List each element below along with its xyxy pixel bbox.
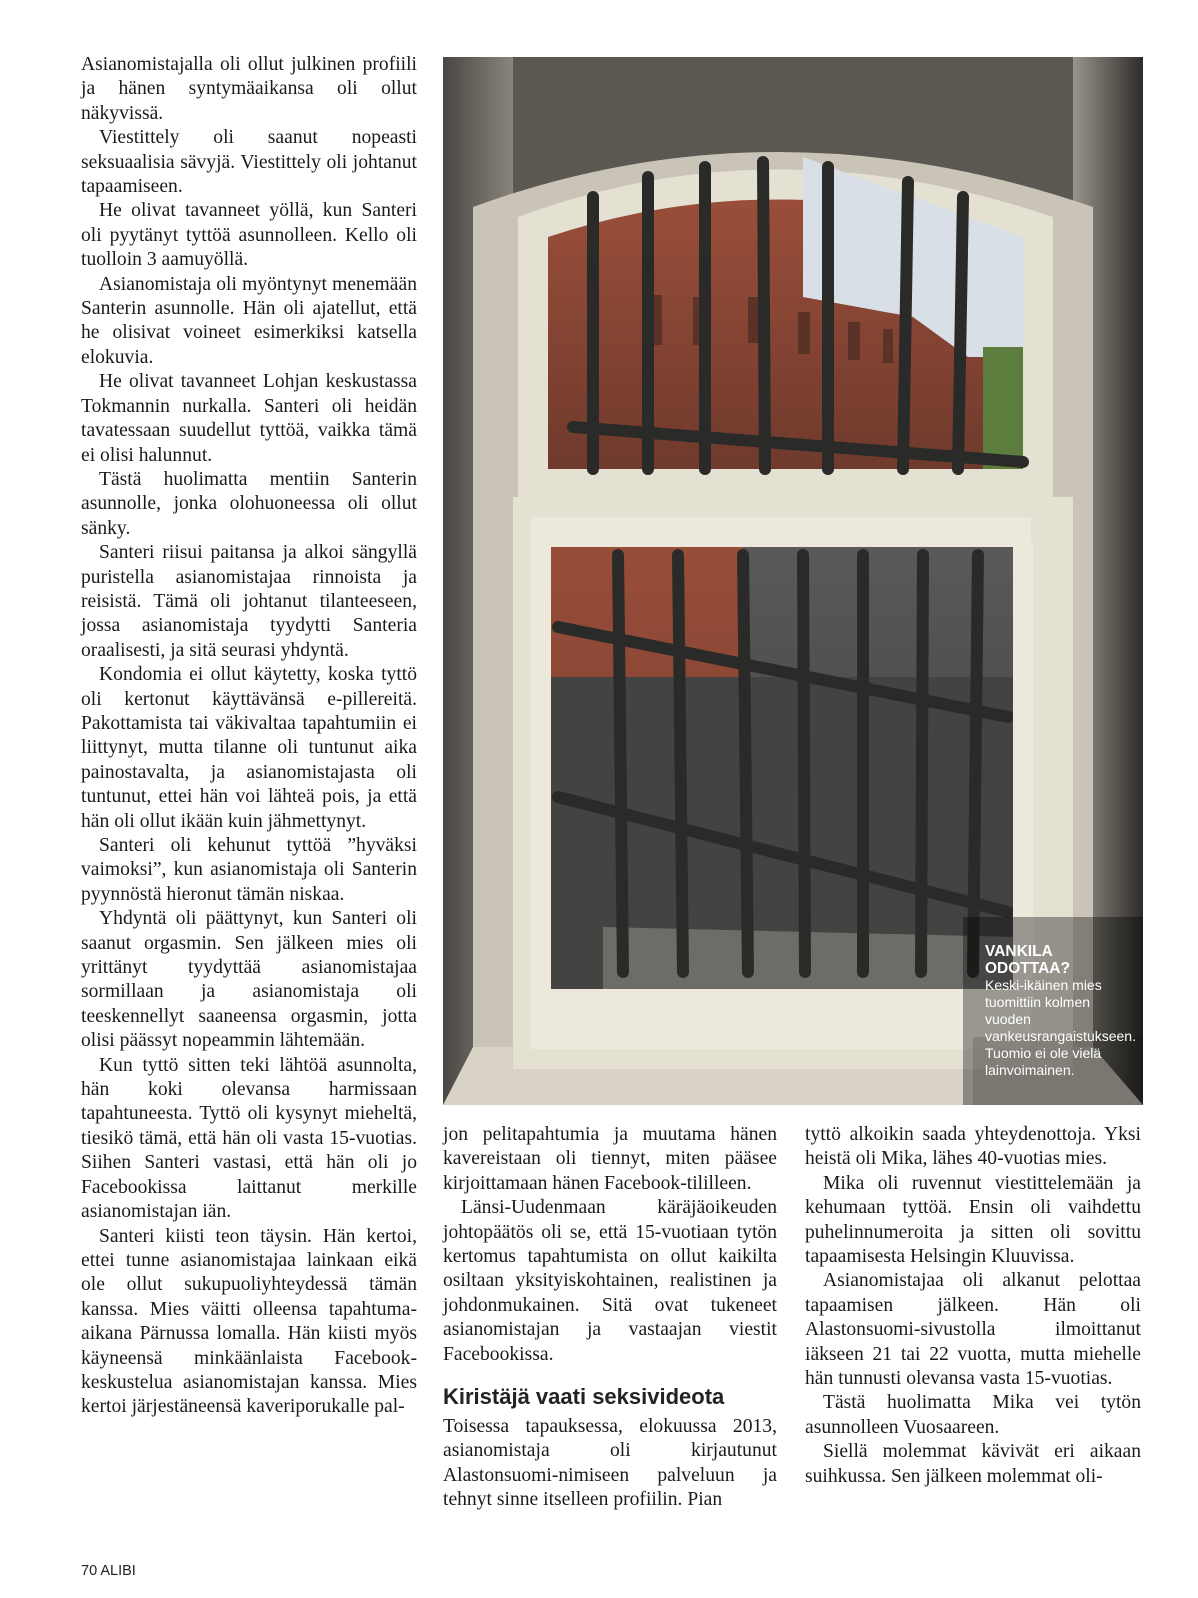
paragraph: jon pelitapahtumia ja muutama hänen kavereistaan oli tiennyt, miten pääsee kirjoittamaan hänen Facebook-tililleen. — [443, 1124, 777, 1194]
caption-title-line1: VANKILA — [985, 943, 1053, 960]
paragraph: Toisessa tapauksessa, elokuussa 2013, asianomistaja oli kirjautunut Alastonsuomi-nimiseen palveluun ja tehnyt sinne itselleen profiilin. Pian — [443, 1416, 777, 1511]
paragraph: Santeri kiisti teon täysin. Hän kertoi, ettei tunne asianomistajaa lainkaan eikä ole ollut sukupuoliyhteydessä tämän kanssa. Mies väitti olleensa tapahtuma-aikana Pärnussa lomalla. Hän kiisti myös käyneensä minkäänlaista Facebook-keskustelua asianomistajan kanssa. Mies kertoi järjestäneensä kaveriporukalle pal- — [81, 1225, 417, 1418]
paragraph: Viestittely oli saanut nopeasti seksuaalisia sävyjä. Viestittely oli johtanut tapaamiseen. — [81, 127, 417, 198]
paragraph: Länsi-Uudenmaan käräjäoikeuden johtopäätös oli se, että 15-vuotiaan tytön kertomus tapahtumista on ollut kaikilta osiltaan yksityiskohtainen, realistinen ja johdonmukainen. Sitä ovat tukeneet asianomistajan ja vastaajan viestit Facebookissa. — [443, 1197, 777, 1365]
paragraph: Kondomia ei ollut käytetty, koska tyttö oli kertonut käyttävänsä e-pillereitä. Pakottamista tai väkivaltaa tapahtumiin ei liittynyt, mutta tilanne oli tuntunut aika painostavalta, ja asianomistajasta oli tuntunut, ettei hän voi lähteä pois, ja että hän oli ollut ikään kuin jähmettynyt. — [81, 664, 417, 832]
paragraph: Mika oli ruvennut viestittelemään ja kehumaan tyttöä. Ensin oli vaihdettu puhelinnumeroita ja sitten oli sovittu tapaamisesta Helsingin Kluuvissa. — [805, 1172, 1141, 1268]
middle-paragraphs-after — [443, 1415, 777, 1513]
paragraph: Santeri oli kehunut tyttöä ”hyväksi vaimoksi”, kun asianomistaja oli Santerin pyynnöstä hieronut tämän niskaa. — [81, 835, 417, 905]
paragraph: Asianomistaja oli myöntynyt menemään Santerin asunnolle. Hän oli ajatellut, että he olisivat voineet esimerkiksi katsella elokuvia. — [81, 273, 417, 368]
paragraph: Kun tyttö sitten teki lähtöä asunnolta, hän koki olevansa harmissaan tapahtuneesta. Tyttö oli kysynyt mieheltä, tiesikö tämä, että hän oli vasta 15-vuotias. Siihen Santeri vastasi, että hän oli jo Facebookissa laittanut merkille asianomistajan iän. — [81, 1054, 417, 1223]
paragraph: He olivat tavanneet yöllä, kun Santeri oli pyytänyt tyttöä asunnolleen. Kello oli tuolloin 3 aamuyöllä. — [81, 200, 417, 271]
paragraph: Asianomistajaa oli alkanut pelottaa tapaamisen jälkeen. Hän oli Alastonsuomi-sivustolla ilmoittanut iäkseen 21 tai 22 vuotta, mutta miehelle hän tunnusti olevansa vasta 15-vuotias. — [805, 1270, 1141, 1390]
paragraph: Santeri riisui paitansa ja alkoi sängyllä puristella asianomistajaa rinnoista ja reisistä. Tämä oli johtanut tilanteeseen, jossa asianomistaja tyydytti Santeria oraalisesti, ja sitä seurasi yhdyntä. — [81, 542, 417, 661]
article-column-left — [81, 53, 417, 1420]
article-column-middle — [443, 1123, 777, 1513]
caption-title-line2: ODOTTAA? — [985, 960, 1070, 977]
paragraph: Tästä huolimatta Mika vei tytön asunnolleen Vuosaareen. — [805, 1392, 1141, 1438]
paragraph: tyttö alkoikin saada yhteydenottoja. Yksi heistä oli Mika, lähes 40-vuotias mies. — [805, 1124, 1141, 1170]
paragraph: Tästä huolimatta mentiin Santerin asunnolle, jonka olohuoneessa oli ollut sänky. — [81, 468, 417, 539]
middle-paragraphs-before — [443, 1123, 777, 1367]
photo-caption — [985, 943, 1135, 1079]
article-column-right — [805, 1123, 1141, 1489]
paragraph: Yhdyntä oli päättynyt, kun Santeri oli saanut orgasmin. Sen jälkeen mies oli yrittänyt tyydyttää asianomistajaa sormillaan ja asianomistaja oli teeskennellyt saaneensa orgasmin, jotta olisi päässyt nopeammin lähtemään. — [81, 908, 417, 1052]
paragraph: Asianomistajalla oli ollut julkinen profiili ja hänen syntymäaikansa oli ollut näkyvissä. — [81, 54, 417, 124]
paragraph: He olivat tavanneet Lohjan keskustassa Tokmannin nurkalla. Santeri oli heidän tavatessaan suudellut tyttöä, vaikka tämä ei olisi halunnut. — [81, 371, 417, 466]
paragraph: Siellä molemmat kävivät eri aikaan suihkussa. Sen jälkeen molemmat oli- — [805, 1441, 1141, 1487]
subheading: Kiristäjä vaati seksivideota — [443, 1384, 725, 1410]
caption-body: Keski-ikäinen mies tuomittiin kolmen vuoden vankeusrangaistukseen. Tuomio ei ole vielä lainvoimainen. — [985, 977, 1136, 1078]
page-folio: 70 ALIBI — [81, 1563, 136, 1579]
